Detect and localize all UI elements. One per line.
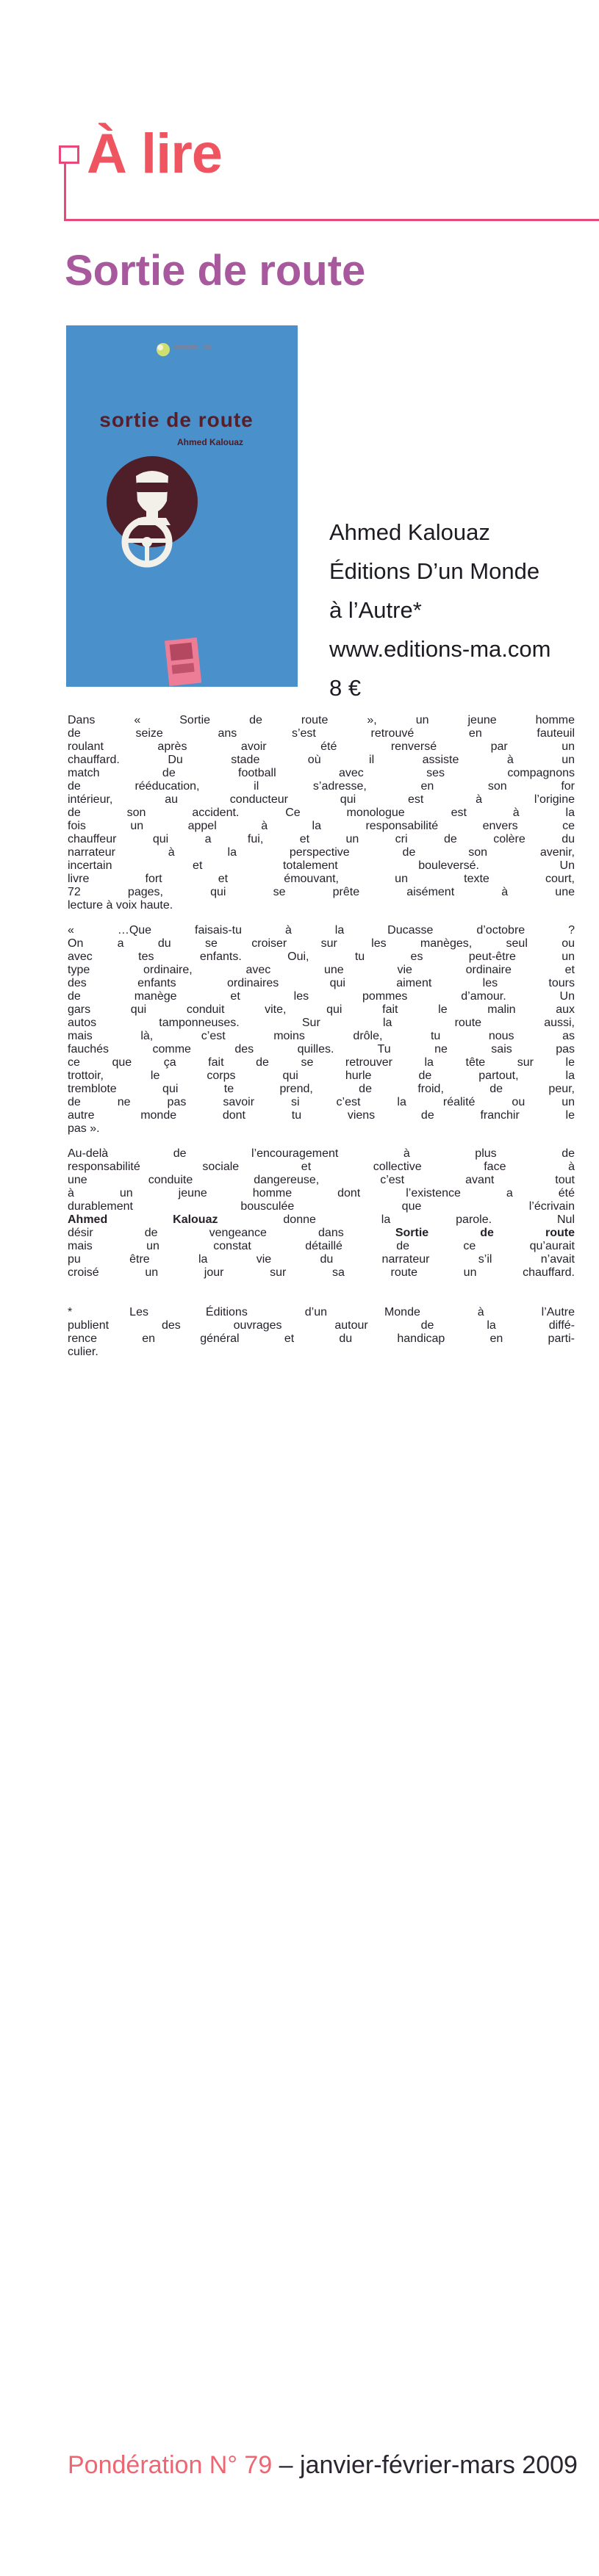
book-info [329, 513, 550, 707]
book-publisher-line-2: à l’Autre* [329, 597, 422, 623]
cover-author: Ahmed Kalouaz [176, 437, 244, 447]
header-square-decoration [59, 145, 79, 164]
library-sticker [165, 638, 201, 686]
section-header [0, 125, 599, 223]
page-footer [68, 2450, 578, 2480]
author-name-bold: Ahmed Kalouaz [68, 1213, 218, 1226]
header-rule [64, 219, 599, 221]
article-title: Sortie de route [65, 247, 366, 295]
article-body: Dans « Sortie de route », un jeune homme de seize ans s’est retrouvé en fauteuil roulant après avoir été renversé par un chauffard. Du stade où il assiste à un match de football avec ses compagnons de rééducation, il s’adresse, en son for intérieur, au conducteur qui est à l’origine de son accident. Ce monologue est à la fois un appel à la responsabilité envers ce chauffeur qui a fui, et un cri de colère du narrateur à la perspective de son avenir, incertain et totalement bouleversé. Un livre fort et émouvant, un texte court, 72 pages, qui se prête aisément à une lecture à voix haute. « …Que faisais-tu à la Ducasse d’octobre ? On a du se croiser sur les manèges, seul ou avec tes enfants. Oui, tu es peut-être un type ordinaire, avec une vie ordinaire et des enfants ordinaires qui aiment les tours de manège et les pommes d’amour. Un gars qui conduit vite, qui fait le malin aux autos tamponneuses. Sur la route aussi, mais là, c’est moins drôle, tu nous as fauchés comme des quilles. Tu ne sais pas ce que ça fait de se retrouver la tête sur le trottoir, le corps qui hurle de partout, la tremblote qui te prend, de froid, de peur, de ne pas savoir si c’est la réalité ou un autre monde dont tu viens de franchir le pas ». Au-delà de l’encouragement à plus de responsabilité sociale et collective face à une conduite dangereuse, c’est avant tout à un jeune homme dont l’existence a été durablement bousculée que l’écrivain Ahmed Kalouaz donne la parole. Nul désir de vengeance dans Sortie de route mais un constat détaillé de ce qu’aurait pu être la vie du narrateur s’il n’avait croisé un jour sur sa route un chauffard. * Les Éditions d’un Monde à l’Autre publient des ouvrages autour de la diffé- rence en général et du handicap en parti- culier. [68, 714, 575, 1358]
book-publisher-line-1: Éditions D’un Monde [329, 558, 540, 584]
book-author: Ahmed Kalouaz [329, 519, 490, 545]
header-elbow-line [64, 163, 66, 220]
book-block [66, 325, 573, 711]
book-cover [66, 325, 298, 687]
journal-name: Pondération N° 79 [68, 2451, 273, 2479]
book-website: www.editions-ma.com [329, 636, 551, 662]
book-title-bold: Sortie de route [395, 1227, 575, 1239]
face-icon [107, 456, 198, 547]
cover-illustration [66, 325, 298, 687]
issue-date: – janvier-février-mars 2009 [272, 2451, 578, 2479]
cover-title: sortie de route [99, 408, 254, 431]
book-price: 8 € [329, 675, 362, 701]
section-title: À lire [87, 123, 223, 185]
